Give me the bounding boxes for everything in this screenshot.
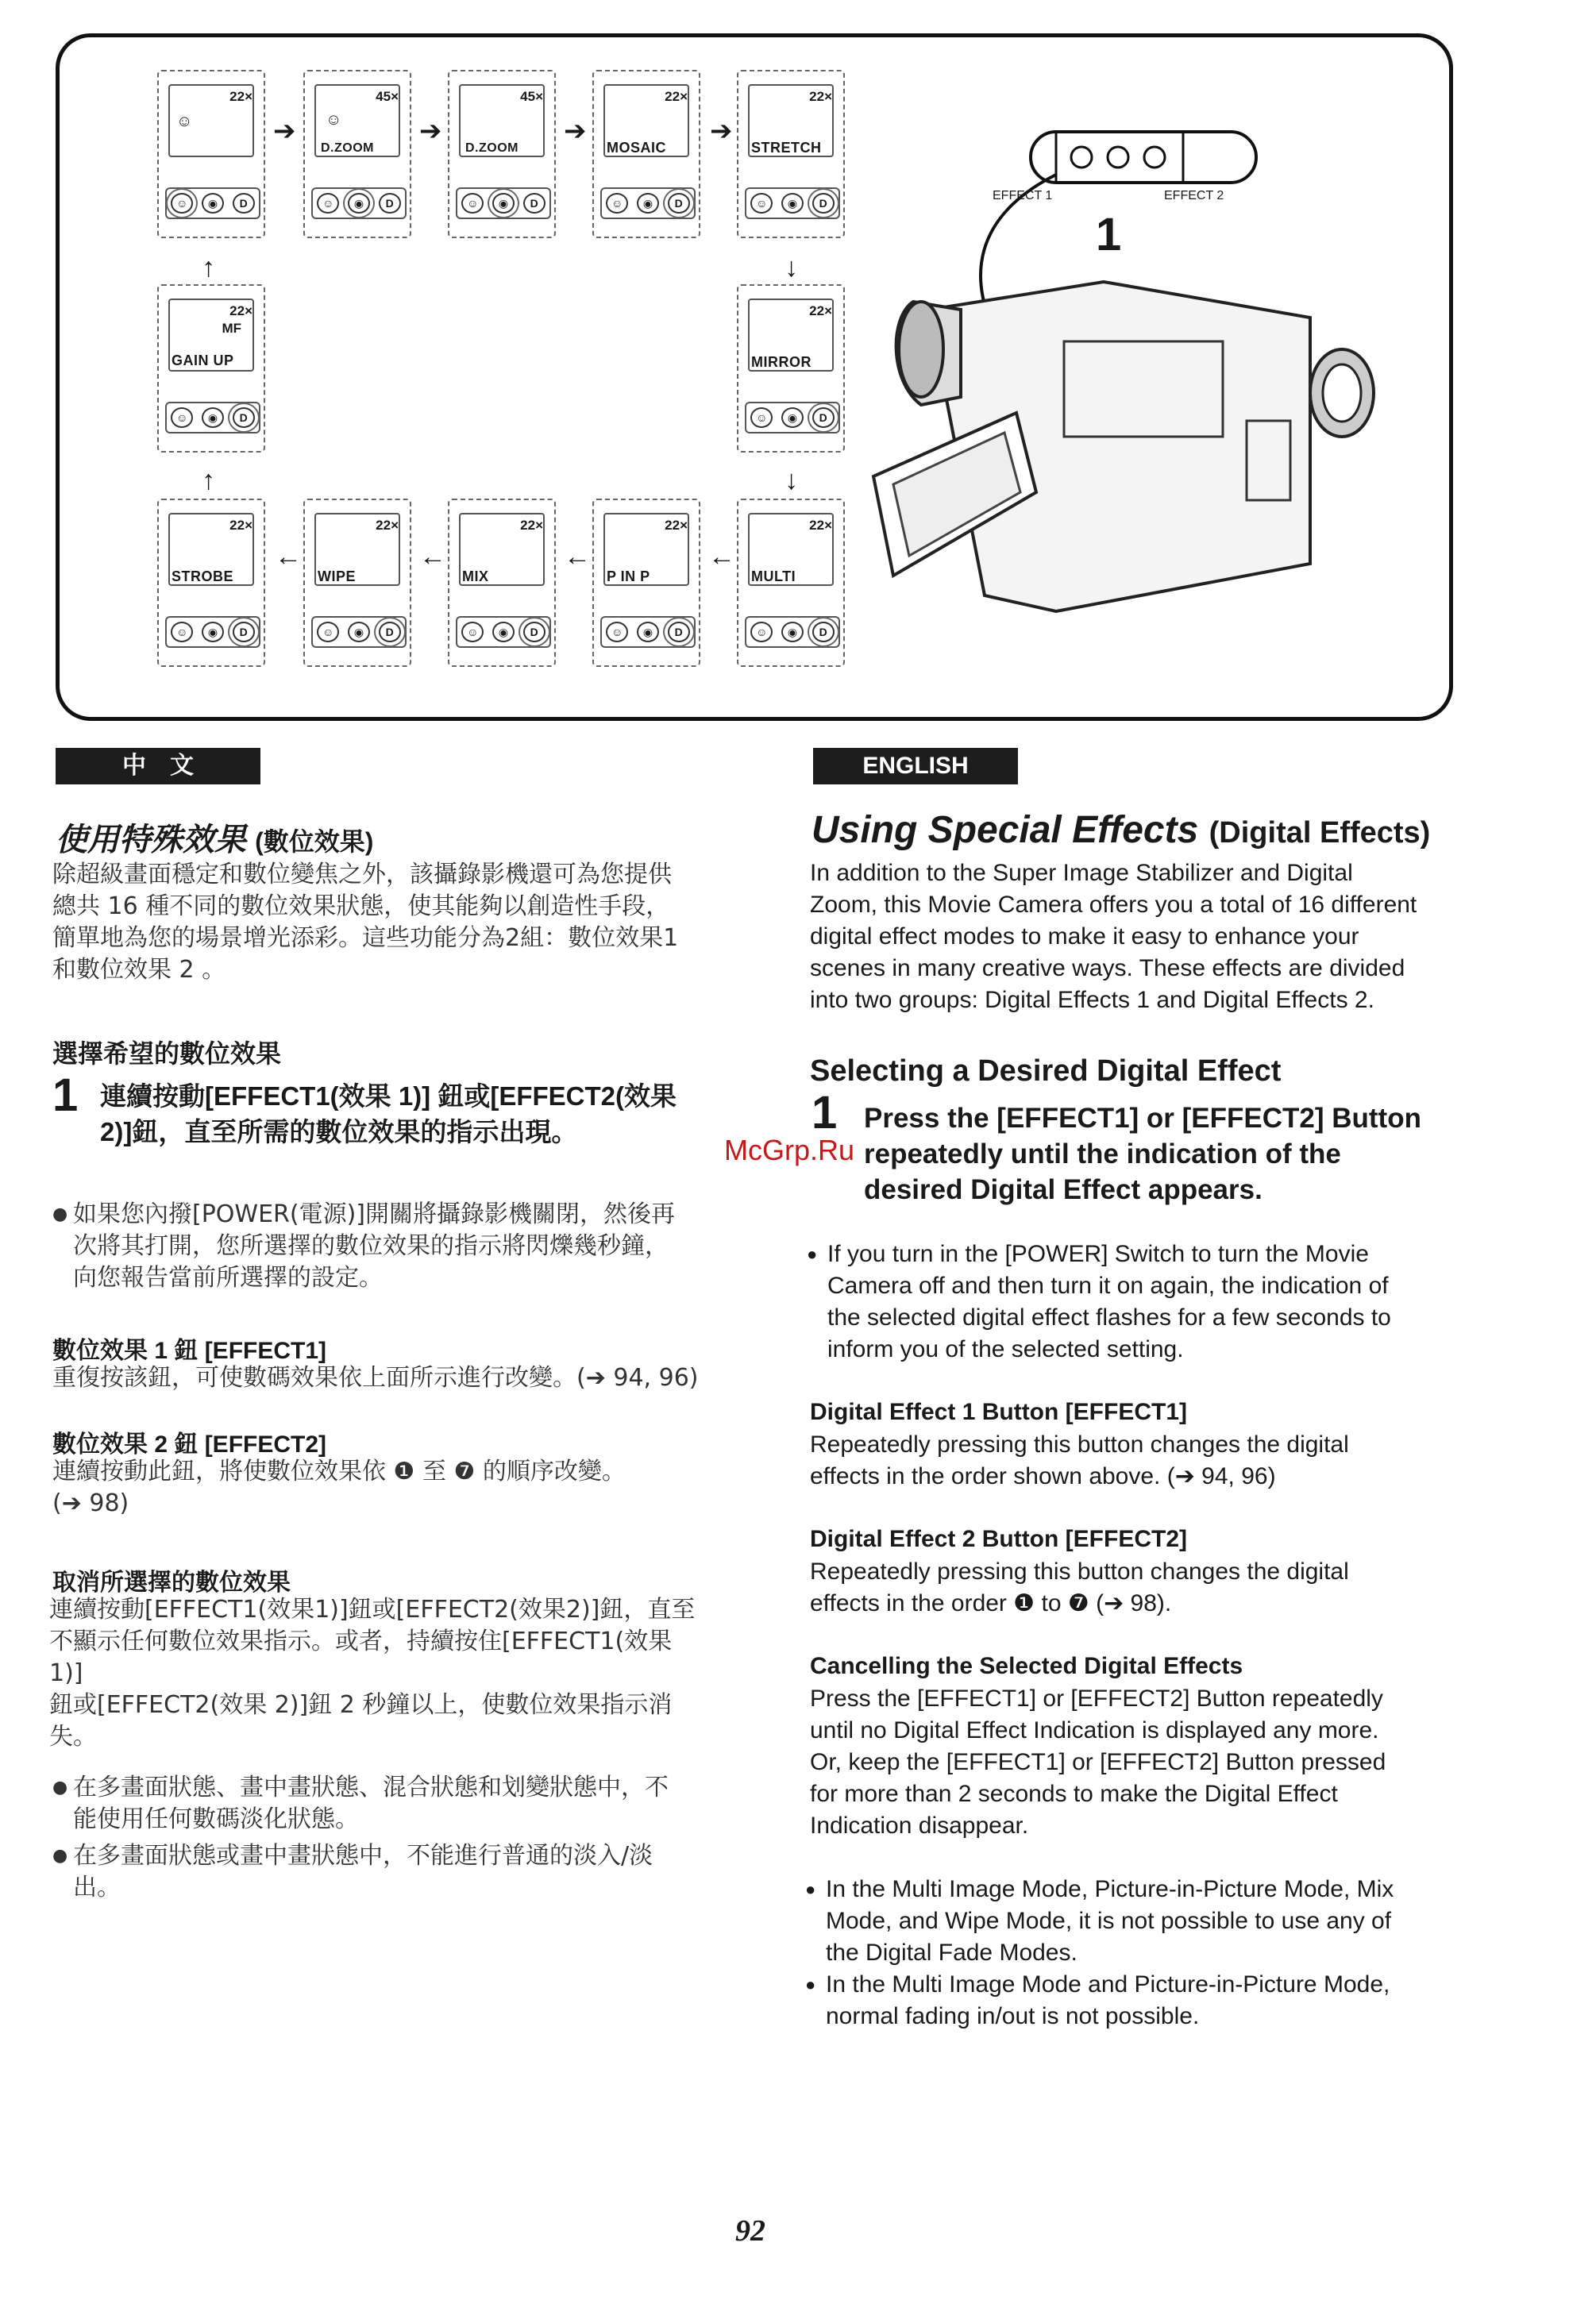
en-step-text: Press the [EFFECT1] or [EFFECT2] Button repeatedly until the indication of the desired Digital Effect appears. xyxy=(864,1103,1421,1205)
effect-screen-stretch: 22× STRETCH ☺ ◉ D xyxy=(737,70,845,238)
effect-screen-multi: 22× MULTI ☺ ◉ D xyxy=(737,499,845,667)
effect-screen-normal: 22× ☺ ☺ ◉ D xyxy=(157,70,265,238)
en-effect2-text: Repeatedly pressing this button changes the digital effects in the order ❶ to ❼ (➔ 98). xyxy=(810,1558,1349,1616)
callout-effect1-label: EFFECT 1 xyxy=(993,189,1053,202)
en-effect1-text: Repeatedly pressing this button changes the digital effects in the order shown above. (➔ 94, 96) xyxy=(810,1431,1349,1489)
zh-effect1-text: 重復按該鈕，可使數碼效果依上面所示進行改變。(➔ 94, 96) xyxy=(52,1364,699,1392)
effect-screen-pinp: 22× P IN P ☺ ◉ D xyxy=(592,499,700,667)
section-header-english: ENGLISH xyxy=(813,748,1018,784)
zh-effect1-heading: 數位效果 1 鈕 [EFFECT1] xyxy=(52,1338,327,1364)
en-cancel-text: Press the [EFFECT1] or [EFFECT2] Button repeatedly until no Digital Effect Indication is displayed any more. Or, keep the [EFFECT1] or [EFFECT2] Button pressed for more than 2 seconds to make the Digital Effect Indication disappear. xyxy=(810,1686,1386,1839)
en-bullet-power: ● If you turn in the [POWER] Switch to turn the Movie Camera off and then turn it on again, the indication of the selected digital effect flashes for a few seconds to inform you of the selected setting. xyxy=(827,1239,1558,1366)
zh-effect2-text: 連續按動此鈕，將使數位效果依 ❶ 至 ❼ 的順序改變。 (➔ 98) xyxy=(52,1458,626,1517)
effect-screen-mirror: 22× MIRROR ☺ ◉ D xyxy=(737,284,845,453)
en-effect2-heading: Digital Effect 2 Button [EFFECT2] xyxy=(810,1526,1187,1552)
watermark: McGrp.Ru xyxy=(724,1134,855,1166)
effect-screen-mix: 22× MIX ☺ ◉ D xyxy=(448,499,556,667)
zh-intro: 除超級畫面穩定和數位變焦之外，該攝錄影機還可為您提供 總共 16 種不同的數位效果狀態，使其能夠以創造性手段， 簡單地為您的場景增光添彩。這些功能分為2組：數位效果1 和數位效果 2 。 xyxy=(52,861,679,984)
zh-cancel-heading: 取消所選擇的數位效果 xyxy=(52,1570,291,1596)
zh-bullet-fade-modes: ● 在多畫面狀態、畫中畫狀態、混合狀態和划變狀態中，不 能使用任何數碼淡化狀態。 xyxy=(73,1772,700,1836)
camcorder-illustration xyxy=(865,119,1437,627)
zh-effect2-heading: 數位效果 2 鈕 [EFFECT2] xyxy=(52,1431,327,1458)
zh-step-text: 連續按動[EFFECT1(效果 1)] 鈕或[EFFECT2(效果 2)]鈕，直至所需的數位效果的指示出現。 xyxy=(100,1081,677,1146)
en-intro: In addition to the Super Image Stabilizer and Digital Zoom, this Movie Camera offers you a total of 16 different digital effect modes to make it easy to enhance your scenes in many creative ways. These effects are divided into two groups: Digital Effects 1 and Digital Effects 2. xyxy=(810,860,1417,1013)
en-cancel-heading: Cancelling the Selected Digital Effects xyxy=(810,1653,1243,1679)
zh-bullet-fading: ● 在多畫面狀態或畫中畫狀態中，不能進行普通的淡入/淡 出。 xyxy=(73,1840,700,1904)
zh-title: 使用特殊效果 (數位效果) xyxy=(56,823,374,857)
zh-select-heading: 選擇希望的數位效果 xyxy=(52,1039,282,1068)
zh-bullet-power: ● 如果您內撥[POWER(電源)]開關將攝錄影機關閉，然後再 次將其打開，您所選擇的數位效果的指示將閃爍幾秒鐘， 向您報告當前所選擇的設定。 xyxy=(73,1199,700,1294)
en-bullet-fading: ● In the Multi Image Mode and Picture-in-Picture Mode, normal fading in/out is not possible. xyxy=(826,1969,1564,2032)
zh-cancel-text: 連續按動[EFFECT1(效果1)]鈕或[EFFECT2(效果2)]鈕，直至 不顯示任何數位效果指示。或者，持續按住[EFFECT1(效果1)] 鈕或[EFFECT2(效果 2)]鈕 2 秒鐘以上，使數位效果指示消 失。 xyxy=(49,1596,696,1751)
effect-screen-mosaic: 22× MOSAIC ☺ ◉ D xyxy=(592,70,700,238)
effect-screen-strobe: 22× STROBE ☺ ◉ D xyxy=(157,499,265,667)
section-header-chinese: 中 文 xyxy=(56,748,260,784)
en-effect1-heading: Digital Effect 1 Button [EFFECT1] xyxy=(810,1399,1187,1425)
effect-screen-dzoom-2: 45× D.ZOOM ☺ ◉ D xyxy=(448,70,556,238)
en-step-number: 1 xyxy=(811,1087,838,1139)
callout-effect2-label: EFFECT 2 xyxy=(1164,189,1224,202)
callout-step-number: 1 xyxy=(1096,209,1122,260)
en-title: Using Special Effects (Digital Effects) xyxy=(811,809,1431,851)
en-bullet-fade-modes: ● In the Multi Image Mode, Picture-in-Picture Mode, Mix Mode, and Wipe Mode, it is not possible to use any of the Digital Fade Modes. xyxy=(826,1874,1564,1969)
zh-step-number: 1 xyxy=(52,1069,79,1121)
en-select-heading: Selecting a Desired Digital Effect xyxy=(810,1054,1282,1088)
effect-screen-gain-up: 22× MF GAIN UP ☺ ◉ D xyxy=(157,284,265,453)
effect-screen-wipe: 22× WIPE ☺ ◉ D xyxy=(303,499,411,667)
effect-screen-dzoom-1: 45× ☺ D.ZOOM ☺ ◉ D xyxy=(303,70,411,238)
page-number: 92 xyxy=(735,2214,765,2248)
